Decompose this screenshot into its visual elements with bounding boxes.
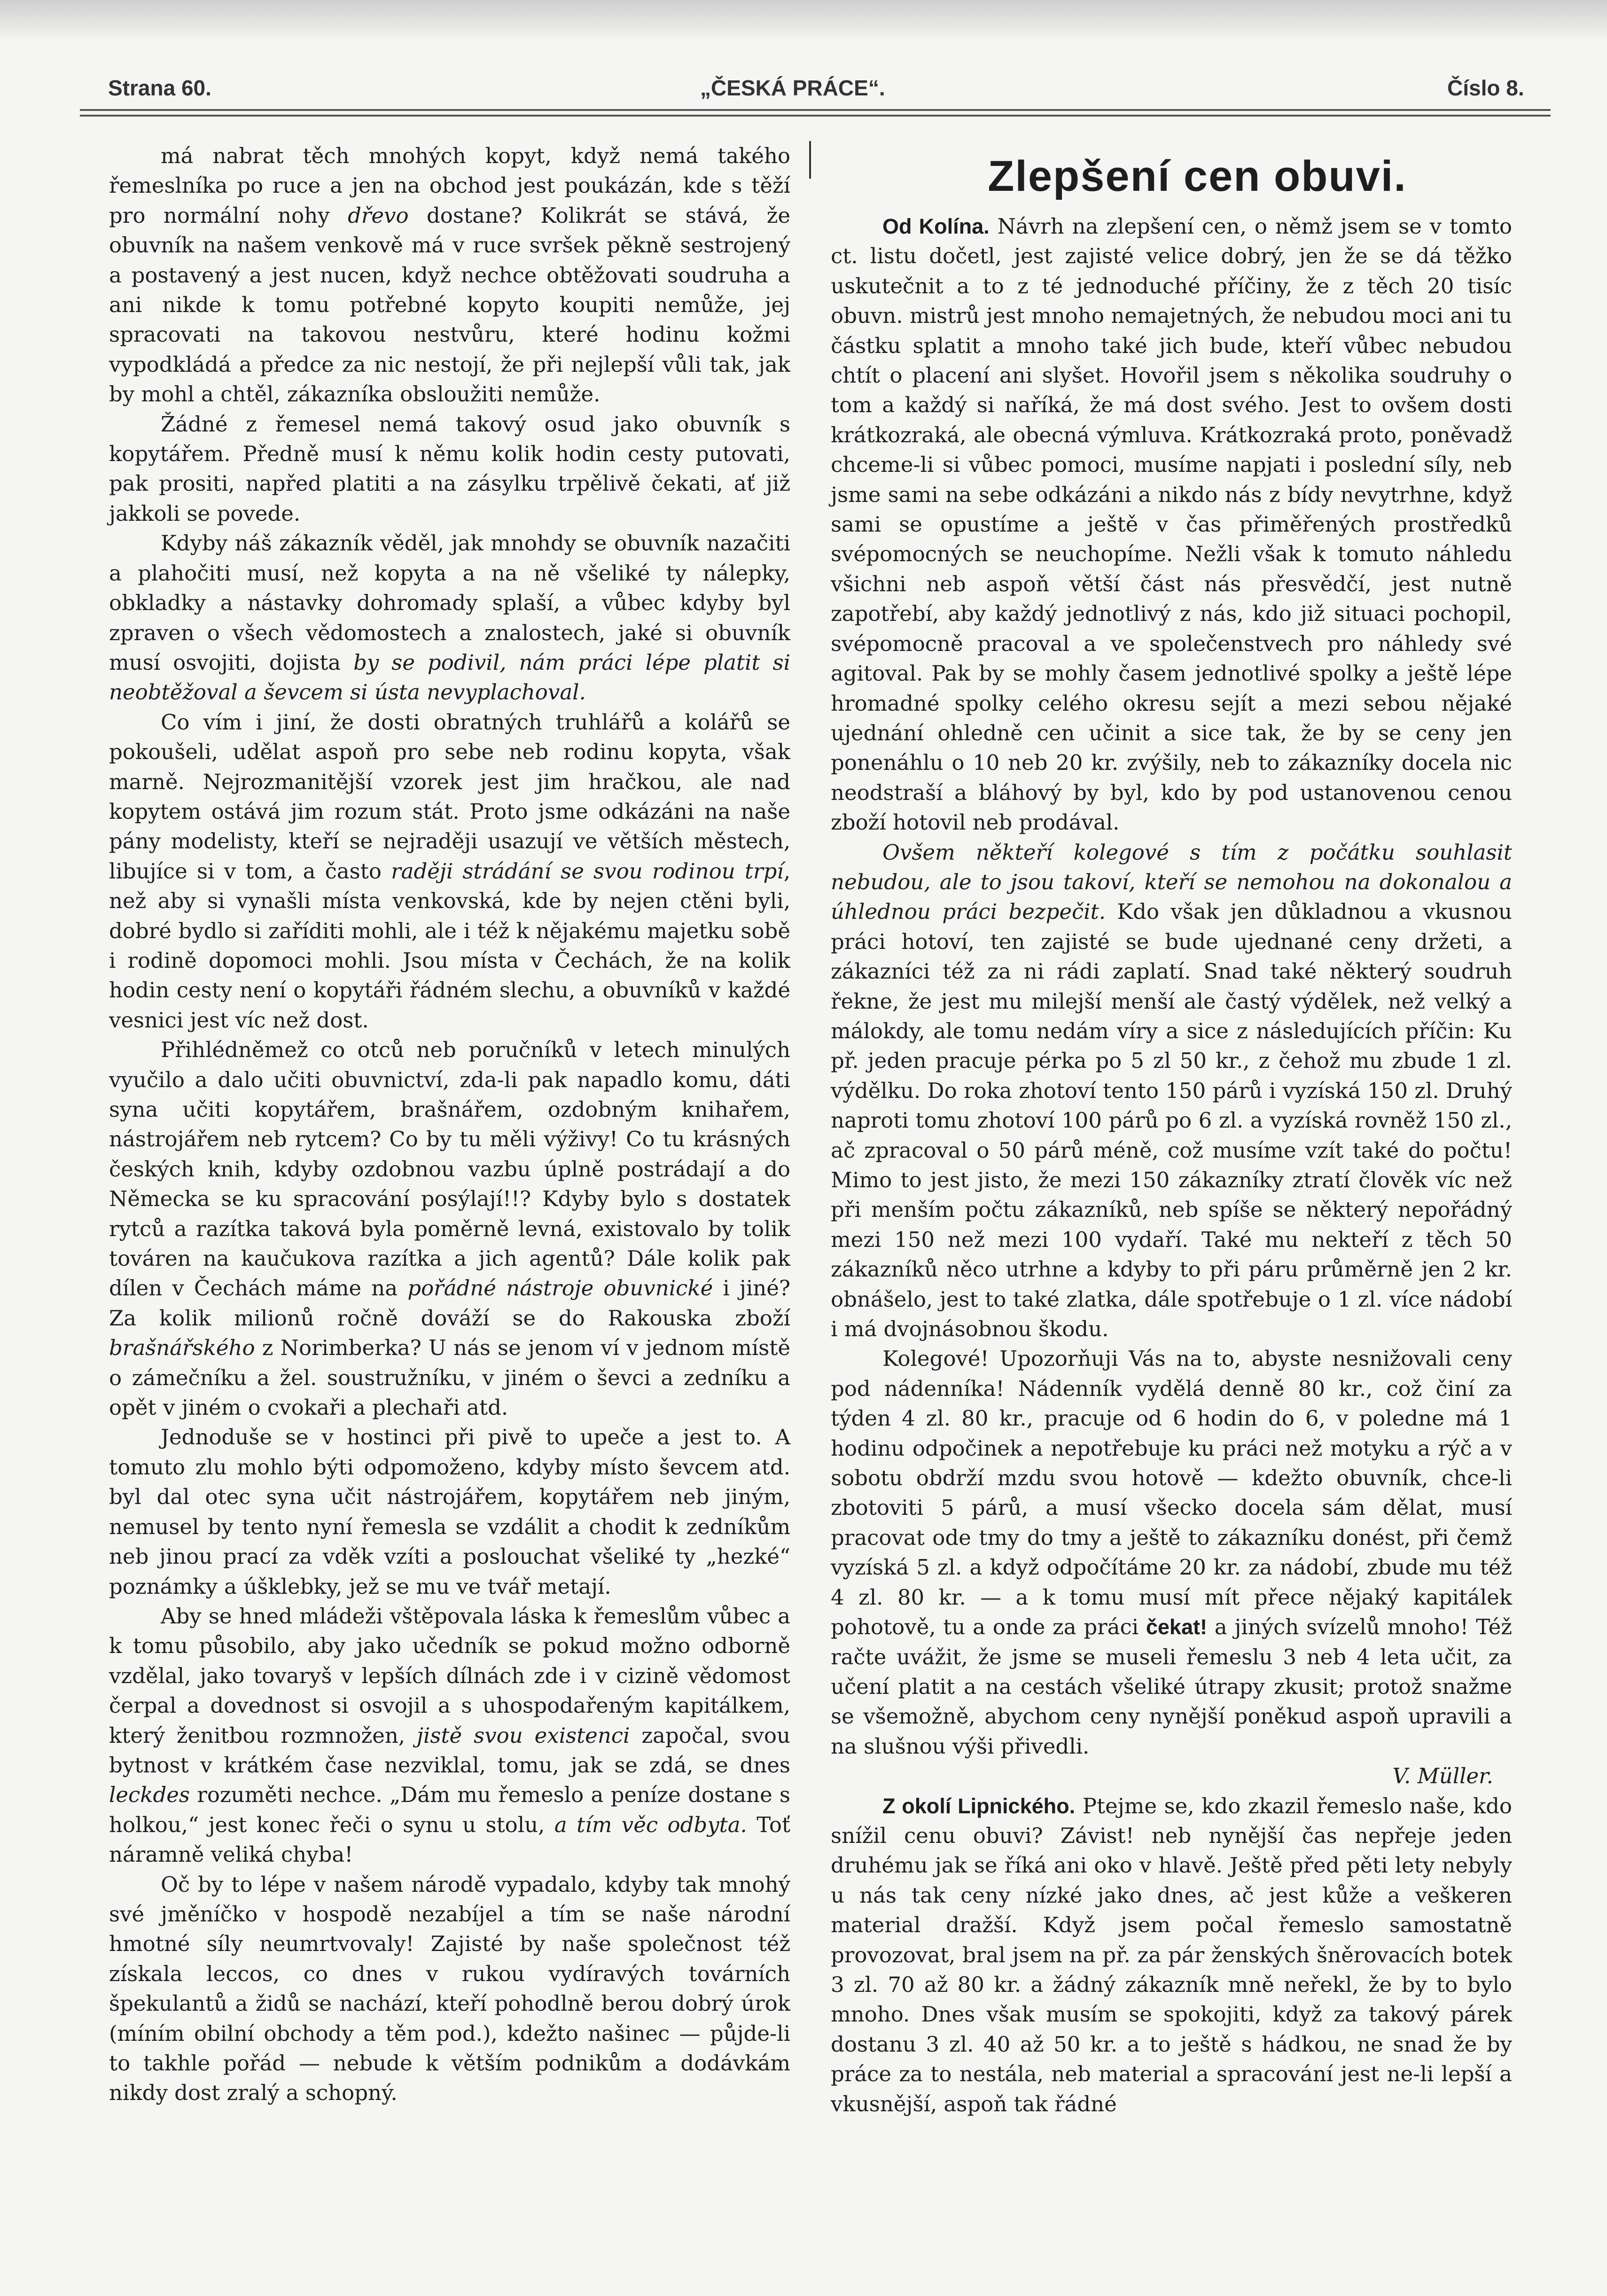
text: započal, svou bytnost v krátkém čase nezviklal, tomu, jak se zdá, se dnes <box>109 1723 790 1778</box>
column-divider <box>809 141 811 179</box>
page-edge-shadow <box>0 0 1607 42</box>
article-body-2 <box>831 1791 1512 2119</box>
paragraph <box>109 1870 790 2108</box>
article-body <box>831 212 1512 1761</box>
text: Přihlédněmež co otců neb poručníků v letech minulých vyučilo a dalo učiti obuvnictví, zda-li pak napadlo komu, dáti syna učiti kopytářem, brašnářem, ozdobným knihařem, nástrojářem neb rytcem? Co by tu měli výživy! Co tu krásných českých knih, kdyby ozdobnou vazbu úplně postrádají a do Německa se ku spracování posýlají!!? Kdyby bylo s dostatek rytců a razítka taková byla poměrně levná, existovalo by tolik továren na kaučukova razítka a jich agentů? Dále kolik pak dílen v Čechách máme na <box>109 1037 790 1301</box>
text: Aby se hned mládeži vštěpovala láska k řemeslům vůbec a k tomu působilo, aby jako učedník se pokud možno odborně vzdělal, jako tovaryš v lepších dílnách zde i v cizině vědomost čerpal a dovednost si osvojil a s uhospodařeným kapitálkem, který ženitbou rozmnožen, <box>109 1603 790 1748</box>
text: Jednoduše se v hostinci při pivě to upeče a jest to. A tomuto zlu mohlo býti odpomoženo, kdyby místo ševcem atd. byl dal otec syna učit nástrojářem, kopytářem neb jiným, nemusel by tento nyní řemesla se vzdálit a chodit k zedníkům neb jinou prací za vděk vzíti a poslouchat všeliké ty „hezké“ poznámky a úšklebky, jež se mu ve tvář metají. <box>109 1425 790 1599</box>
author-signature: V. Müller. <box>1392 1763 1493 1789</box>
paragraph <box>109 1422 790 1601</box>
article-title: Zlepšení cen obuvi. <box>988 152 1407 200</box>
text: , než aby si vynašli místa venkovská, kde by nejen ctěni byli, dobré bydlo si zaříditi mohli, ale i též k nějakému majetku sobě i rodině dopomoci mohli. Jsou místa v Čechách, že na kolik hodin cesty není o kopytáři řádném slechu, a obuvníků v každé vesnici jest víc než dost. <box>109 858 791 1033</box>
section-heading: Od Kolína. <box>882 214 990 238</box>
paragraph <box>831 1791 1512 2119</box>
text: z Norimberka? U nás se jenom ví v jednom místě o zámečníku a žel. soustružníku, v jiném o ševci a zedníku a opět v jiném o cvokaři a plechaři atd. <box>109 1335 790 1420</box>
italic-text: raději strádání se svou rodinou trpí <box>391 858 784 884</box>
italic-text: jistě svou existenci <box>417 1723 630 1748</box>
text: Kdyby náš zákazník věděl, jak mnohdy se obuvník nazačiti a plahočiti musí, než kopyta a na ně všeliké ty nálepky, obkladky a nástavky dohromady splaší, a vůbec kdyby byl zpraven o všech vědomostech a znalostech, jaké si obuvník musí osvojiti, dojista <box>109 531 790 675</box>
text: Toť náramně veliká chyba! <box>109 1812 790 1867</box>
text: má nabrat těch mnohých kopyt, když nemá takého řemeslníka po ruce a jen na obchod jest poukázán, kde s těží pro normální nohy <box>109 143 790 228</box>
header-rule-bottom <box>80 115 1551 117</box>
paragraph <box>109 1035 790 1422</box>
italic-text: by se podivil, nám práci lépe platit si neobtěžoval a ševcem si ústa nevyplachoval. <box>109 650 791 705</box>
section-heading: čekat! <box>1146 1615 1207 1639</box>
text: rozuměti nechce. „Dám mu řemeslo a peníze dostane s holkou,“ jest konec řeči o synu u stolu, <box>109 1782 790 1837</box>
section-heading: Z okolí Lipnického. <box>882 1794 1076 1818</box>
paragraph <box>109 707 790 1035</box>
paragraph <box>831 212 1512 838</box>
paragraph <box>109 528 790 707</box>
left-column <box>109 141 790 2108</box>
italic-text: Ovšem někteří kolegové s tím z počátku souhlasit nebudou, ale to jsou takoví, kteří se nemohou na dokonalou a úhlednou práci bezpečit. <box>831 839 1512 925</box>
paragraph <box>109 409 790 529</box>
page-number: Strana 60. <box>108 76 211 100</box>
text: Oč by to lépe v našem národě vypadalo, kdyby tak mnohý své jměníčko v hospodě nezabíjel a tím se naše národní hmotné síly neumrtvovaly! Zajisté by naše společnost též získala leccos, co dnes v rukou vydíravých továrních špekulantů a židů se nachází, kteří pohodlně berou dobrý úrok (míním obilní obchody a těm pod.), kdežto našinec — půjde-li to takhle pořád — nebude k větším podnikům a dodávkám nikdy dost zralý a schopný. <box>109 1872 790 2106</box>
paragraph <box>831 1344 1512 1761</box>
header-rule-top <box>80 109 1551 111</box>
right-column <box>831 141 1512 2119</box>
paragraph <box>831 838 1512 1344</box>
text: dostane? Kolikrát se stává, že obuvník na našem venkově má v ruce svršek pěkně sestrojený a postavený a jest nucen, když nechce obtěžovati soudruha a ani nikde k tomu potřebné kopyto koupiti nemůže, jej spracovati na takovou nestvůru, které hodinu kožmi vypodkládá a předce za nic nestojí, že při nejlepší vůli tak, jak by mohl a chtěl, zákazníka obsloužiti nemůže. <box>109 203 791 407</box>
italic-text: brašnářského <box>109 1335 255 1361</box>
text: i jiné? Za kolik milionů ročně dováží se do Rakouska zboží <box>109 1276 790 1331</box>
text: Kdo však jen důkladnou a vkusnou práci hotoví, ten zajisté se bude ujednané ceny držeti, a zákazníci též za ni rádi zaplatí. Snad také některý soudruh řekne, že jest mu milejší menší ale častý výdělek, než velký a málokdy, ale tomu nedám víry a sice z následujících příčin: Ku př. jeden pracuje pérka po 5 zl 50 kr., z čehož mu zbude 1 zl. výdělku. Do roka zhotoví tento 150 párů i vyzíská 150 zl. Druhý naproti tomu zhotoví 100 párů po 6 zl. a vyzíská rovněž 150 zl., ač zpracoval o 50 párů méně, což musíme vzít také do počtu! Mimo to jest jisto, že mezi 150 zákazníky ztratí člověk víc než při menším počtu zákazníků, neb spíše se některý nepořádný mezi 150 než mezi 100 vydaří. Také mu nekteří z těch 50 zákazníků něco utrhne a kdyby to při páru průměrně jen 2 kr. obnášelo, jest to také zlatka, dále spotřebuje o 1 zl. více nádobí i má dvojnásobnou škodu. <box>831 899 1513 1342</box>
journal-title: „ČESKÁ PRÁCE“. <box>700 76 885 100</box>
italic-text: a tím věc odbyta. <box>554 1812 747 1837</box>
text: Návrh na zlepšení cen, o němž jsem se v tomto ct. listu dočetl, jest zajisté velice dobrý, jen že se dá těžko uskutečnit a to z té jednoduché příčiny, že z těch 20 tisíc obuvn. mistrů jest mnoho nemajetných, že nebudou moci ani tu částku splatit a mnoho také jich bude, kteří vůbec nebudou chtít o placení ani slyšet. Hovořil jsem s několika soudruhy o tom a každý si naříká, že má dost svého. Jest to ovšem dosti krátkozraká, ale obecná výmluva. Krátkozraká proto, poněvadž chceme-li si vůbec pomoci, musíme napjati i poslední síly, neb jsme sami na sebe odkázáni a nikdo nás z bídy nevytrhne, když sami se opustíme a ještě v čas přiměřených prostředků svépomocných se neuchopíme. Nežli však k tomuto náhledu všichni neb aspoň větší část nás přesvědčí, jest nutně zapotřebí, aby každý jednotlivý z nás, kdo již situaci pochopil, svépomocně pracoval a ve společenstvech pro náhledy své agitoval. Pak by se mohly časem jednotlivé spolky a ještě lépe hromadné spolky celého okresu sejít a mezi sebou nějaké ujednání ohledně cen učinit a sice tak, že by se ceny jen ponenáhlu o 10 neb 20 kr. zvýšily, neb to zákazníky docela nic neodstraší a bláhový by byl, kdo by pod ustanovenou cenou zboží hotovil neb prodával. <box>831 214 1513 835</box>
italic-text: leckdes <box>109 1782 190 1808</box>
paragraph <box>109 141 790 409</box>
paragraph <box>109 1601 790 1870</box>
italic-text: dřevo <box>348 203 409 228</box>
issue-number: Číslo 8. <box>1447 76 1524 100</box>
text: Co vím i jiní, že dosti obratných truhlářů a kolářů se pokoušeli, udělat aspoň pro sebe neb rodinu kopyta, však marně. Nejrozmanitější vzorek jest jim hračkou, ale nad kopytem ostává jim rozum stát. Proto jsme odkázáni na naše pány modelisty, kteří se nejraději usazují ve větších městech, libujíce si v tom, a často <box>109 709 790 884</box>
text: Ptejme se, kdo zkazil řemeslo naše, kdo snížil cenu obuvi? Závist! neb nynější čas nepřeje jeden druhému jak se říká ani oko v hlavě. Ještě před pěti lety nebyly u nás tak ceny nízké jako dnes, ač jest kůže a veškeren material dražší. Když jsem počal řemeslo samostatně provozovat, bral jsem na př. za pár ženských šněrovacích botek 3 zl. 70 až 80 kr. a žádný zákazník mně neřekl, že by to bylo mnoho. Dnes však musím se spokojiti, když za takový párek dostanu 3 zl. 40 až 50 kr. a to ještě s hádkou, ne snad že by práce za to nestála, neb material a spracování jest ne-li lepší a vkusnější, aspoň tak řádné <box>831 1793 1512 2116</box>
italic-text: pořádné nástroje obuvnické <box>407 1276 713 1301</box>
text: a jiných svízelů mnoho! Též račte uvážit, že jsme se museli řemeslu 3 neb 4 leta učit, za učení platit a na cestách všeliké útrapy zkusit; protož snažme se všemožně, abychom ceny nynější poněkud aspoň upravili a na slušnou výši přivedli. <box>831 1614 1512 1759</box>
text: Kolegové! Upozorňuji Vás na to, abyste nesnižovali ceny pod nádenníka! Nádenník vydělá denně 80 kr., což činí za týden 4 zl. 80 kr., pracuje od 6 hodin do 6, v poledne má 1 hodinu odpočinek a nepotřebuje ku práci než motyku a rýč a v sobotu obdrží mzdu svou hotově — kdežto obuvník, chce-li zbotoviti 5 párů, a musí všecko docela sám dělat, musí pracovat ode tmy do tmy a ještě to zákazníku donést, při čemž vyzíská 5 zl. a když odpočítáme 20 kr. za nádobí, zbude mu též 4 zl. 80 kr. — a k tomu musí mít přece nějaký kapitálek pohotově, tu a onde za práci <box>831 1346 1512 1640</box>
text: Žádné z řemesel nemá takový osud jako obuvník s kopytářem. Předně musí k němu kolik hodin cesty putovati, pak prositi, napřed platiti a na zásylku trpělivě čekati, ať již jakkoli se povede. <box>109 411 790 526</box>
